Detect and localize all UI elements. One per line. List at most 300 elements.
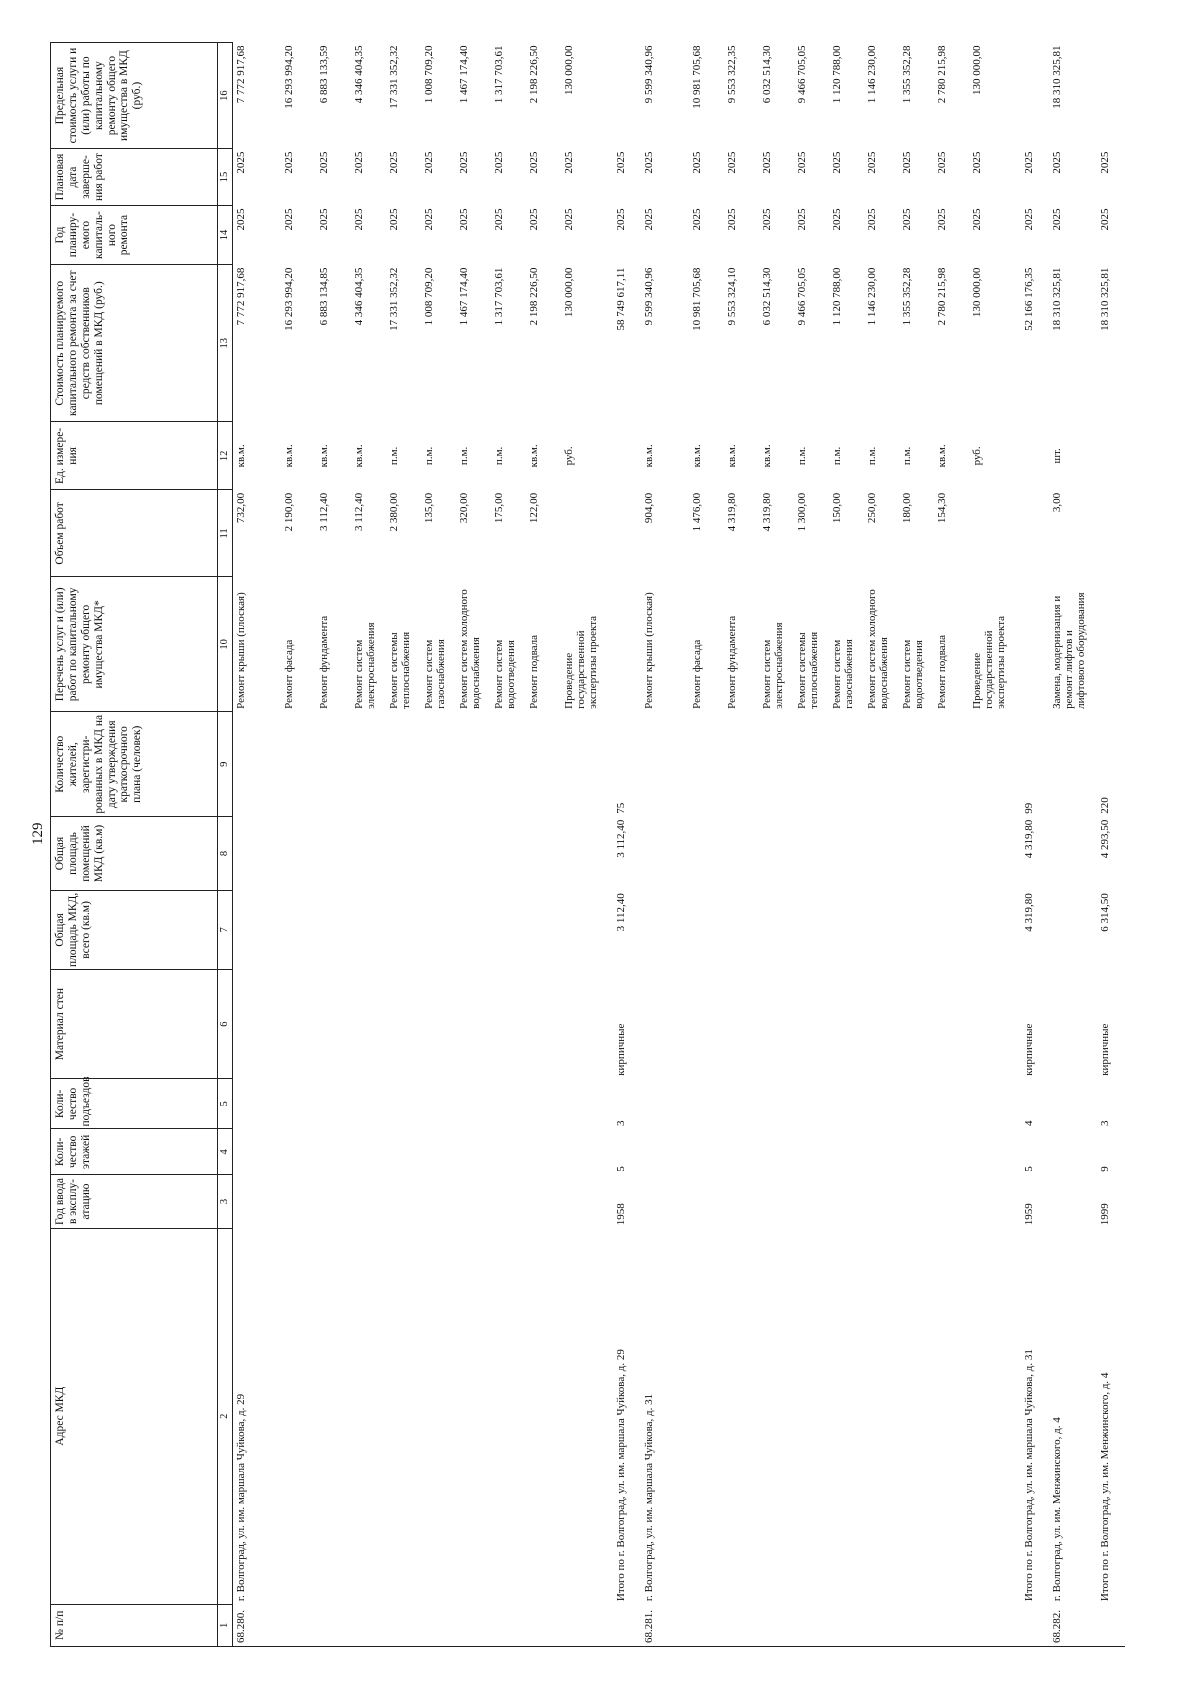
rooms-area-cell [899,817,934,891]
rooms-area-cell [641,817,689,891]
rooms-area-cell: 4 319,80 [1022,819,1035,859]
row-number [421,1604,456,1646]
work-volume-cell: 3 112,40 [352,492,365,531]
residents-cell [491,712,526,817]
repair-year-cell: 2025 [1022,208,1035,231]
entrances-cell [641,1079,689,1129]
row-number [1021,1604,1049,1646]
total-area-cell [759,890,794,969]
rooms-area-cell: 4 293,50 [1098,819,1111,859]
owner-cost-cell: 130 000,00 [970,267,983,318]
address-cell [281,1228,316,1604]
work-type-cell [1021,577,1049,712]
floors-cell [1049,1129,1097,1175]
repair-year-cell: 2025 [865,208,878,231]
address-cell: Итого по г. Волгоград, ул. им. маршала Чуйкова, д. 31 [1022,1349,1035,1602]
total-area-cell [641,890,689,969]
work-row [969,43,1021,1647]
address-cell [456,1228,491,1604]
owner-cost-cell: 18 310 325,81 [1050,267,1063,331]
work-row [281,43,316,1647]
wall-material-cell [561,969,613,1078]
unit-cell: кв.м. [725,444,738,468]
owner-cost-cell: 4 346 404,35 [352,267,365,326]
year-built-cell [724,1175,759,1229]
work-type-cell: Ремонт систем электроснабжения [760,622,786,709]
work-volume-cell: 135,00 [422,492,435,524]
work-type-cell: Ремонт систем электроснабжения [352,622,378,709]
work-row [491,43,526,1647]
owner-cost-cell: 10 981 705,68 [690,267,703,331]
end-date-cell: 2025 [527,151,540,174]
owner-cost-cell: 1 146 230,00 [865,267,878,326]
work-volume-cell [1097,490,1125,577]
rooms-area-cell [421,817,456,891]
limit-cost-cell: 1 008 709,20 [422,45,435,104]
owner-cost-cell: 17 331 352,32 [387,267,400,331]
repair-year-cell: 2025 [282,208,295,231]
unit-cell: кв.м. [642,444,655,468]
address-cell [386,1228,421,1604]
year-built-cell [969,1175,1021,1229]
unit-cell: кв.м. [282,444,295,468]
address-cell [491,1228,526,1604]
address-cell [969,1228,1021,1604]
repair-year-cell: 2025 [527,208,540,231]
limit-cost-cell: 10 981 705,68 [690,45,703,109]
end-date-cell: 2025 [352,151,365,174]
floors-cell [491,1129,526,1175]
end-date-cell: 2025 [562,151,575,174]
end-date-cell: 2025 [422,151,435,174]
unit-cell: кв.м. [690,444,703,468]
address-cell [561,1228,613,1604]
owner-cost-cell: 1 120 788,00 [830,267,843,326]
total-area-cell: 4 319,80 [1022,893,1035,932]
work-type-cell: Ремонт систем газоснабжения [422,639,448,709]
residents-cell [641,712,689,817]
work-volume-cell: 904,00 [642,492,655,524]
repair-year-cell: 2025 [317,208,330,231]
floors-cell: 5 [1022,1166,1035,1172]
owner-cost-cell: 9 599 340,96 [642,267,655,326]
limit-cost-cell: 4 346 404,35 [352,45,365,104]
wall-material-cell [724,969,759,1078]
unit-cell: кв.м. [317,444,330,468]
floors-cell [232,1129,281,1175]
column-header: Перечень услуг и (или) работ по капитальному ремонту общего имущества МКД* [51,577,218,712]
column-number: 9 [218,712,233,817]
total-area-cell [456,890,491,969]
residents-cell [829,712,864,817]
residents-cell [456,712,491,817]
column-number: 15 [218,149,233,206]
page-number: 129 [30,822,46,845]
total-area-cell [934,890,969,969]
column-number: 6 [218,969,233,1078]
owner-cost-cell: 58 749 617,11 [614,267,627,331]
column-number: 8 [218,817,233,891]
row-number [934,1604,969,1646]
year-built-cell [421,1175,456,1229]
repair-year-cell: 2025 [387,208,400,231]
row-number: 68.281. [641,1604,689,1646]
wall-material-cell [794,969,829,1078]
entrances-cell [491,1079,526,1129]
work-type-cell: Проведение государственной экспертизы проекта [970,615,1008,709]
end-date-cell: 2025 [642,151,655,174]
row-number [526,1604,561,1646]
owner-cost-cell: 2 780 215,98 [935,267,948,326]
end-date-cell: 2025 [900,151,913,174]
table-body [232,43,1125,1647]
end-date-cell: 2025 [865,151,878,174]
work-volume-cell: 2 380,00 [387,492,400,532]
total-area-cell [899,890,934,969]
year-built-cell: 1958 [614,1203,627,1226]
unit-cell: шт. [1050,448,1063,464]
year-built-cell [456,1175,491,1229]
floors-cell [969,1129,1021,1175]
wall-material-cell: кирпичные [614,1023,627,1076]
floors-cell [794,1129,829,1175]
address-cell [829,1228,864,1604]
repair-year-cell: 2025 [1098,208,1111,231]
entrances-cell [969,1079,1021,1129]
work-volume-cell [613,490,641,577]
total-area-cell [316,890,351,969]
wall-material-cell [316,969,351,1078]
entrances-cell [526,1079,561,1129]
limit-cost-cell: 1 355 352,28 [900,45,913,104]
row-number [689,1604,724,1646]
wall-material-cell [351,969,386,1078]
repair-year-cell: 2025 [457,208,470,231]
owner-cost-cell: 1 467 174,40 [457,267,470,326]
limit-cost-cell: 1 467 174,40 [457,45,470,104]
rooms-area-cell [526,817,561,891]
floors-cell [456,1129,491,1175]
wall-material-cell [934,969,969,1078]
year-built-cell [864,1175,899,1229]
row-number [759,1604,794,1646]
work-volume-cell: 180,00 [900,492,913,524]
owner-cost-cell: 1 317 703,61 [492,267,505,326]
address-cell: г. Волгоград, ул. им. маршала Чуйкова, д. 31 [642,1393,655,1602]
work-row [864,43,899,1647]
wall-material-cell [526,969,561,1078]
address-cell [526,1228,561,1604]
wall-material-cell [232,969,281,1078]
wall-material-cell [899,969,934,1078]
unit-cell [1097,422,1125,490]
address-cell: Итого по г. Волгоград, ул. им. маршала Чуйкова, д. 29 [614,1349,627,1602]
floors-cell [561,1129,613,1175]
end-date-cell: 2025 [492,151,505,174]
column-number: 12 [218,422,233,490]
end-date-cell: 2025 [760,151,773,174]
rooms-area-cell: 3 112,40 [614,819,627,858]
repair-year-cell: 2025 [352,208,365,231]
owner-cost-cell: 7 772 917,68 [234,267,247,326]
rooms-area-cell [759,817,794,891]
rooms-area-cell [351,817,386,891]
work-row [316,43,351,1647]
year-built-cell: 1959 [1022,1203,1035,1226]
work-type-cell: Ремонт крыши (плоская) [234,592,247,709]
column-header: Общая площадь помещений МКД (кв.м) [51,817,218,891]
work-type-cell: Ремонт систем холодного водоснабжения [865,589,891,709]
total-area-cell: 6 314,50 [1098,893,1111,932]
year-built-cell [641,1175,689,1229]
owner-cost-cell: 16 293 994,20 [282,267,295,331]
end-date-cell: 2025 [1098,151,1111,174]
unit-cell: руб. [562,446,575,466]
column-header: Общая площадь МКД, всего (кв.м) [51,890,218,969]
work-volume-cell: 3,00 [1050,492,1063,513]
work-volume-cell: 4 319,80 [725,492,738,532]
total-area-cell [829,890,864,969]
column-header: Год ввода в эксплу- атацию [51,1175,218,1229]
work-type-cell: Ремонт систем газоснабжения [830,639,856,709]
unit-cell [613,422,641,490]
address-cell [864,1228,899,1604]
work-volume-cell [969,490,1021,577]
floors-cell [864,1129,899,1175]
end-date-cell: 2025 [830,151,843,174]
column-number: 5 [218,1079,233,1129]
year-built-cell [232,1175,281,1229]
entrances-cell [759,1079,794,1129]
unit-cell: п.м. [492,446,505,466]
entrances-cell [829,1079,864,1129]
residents-cell [864,712,899,817]
rooms-area-cell [232,817,281,891]
total-area-cell [526,890,561,969]
owner-cost-cell: 18 310 325,81 [1098,267,1111,331]
year-built-cell [316,1175,351,1229]
column-number: 16 [218,43,233,149]
unit-cell: кв.м. [352,444,365,468]
work-volume-cell: 250,00 [865,492,878,524]
unit-cell: кв.м. [935,444,948,468]
end-date-cell: 2025 [317,151,330,174]
address-cell: г. Волгоград, ул. им. маршала Чуйкова, д. 29 [234,1393,247,1602]
end-date-cell: 2025 [795,151,808,174]
repair-year-cell: 2025 [422,208,435,231]
row-number [456,1604,491,1646]
column-header: № п/п [51,1604,218,1646]
column-number: 13 [218,265,233,422]
rooms-area-cell [491,817,526,891]
address-cell [934,1228,969,1604]
column-number: 4 [218,1129,233,1175]
end-date-cell: 2025 [935,151,948,174]
address-cell [899,1228,934,1604]
floors-cell [934,1129,969,1175]
floors-cell [316,1129,351,1175]
work-volume-cell [561,490,613,577]
year-built-cell: 1999 [1098,1203,1111,1226]
year-built-cell [1049,1175,1097,1229]
column-number: 10 [218,577,233,712]
work-type-cell: Ремонт систем водоотведения [900,639,926,709]
wall-material-cell [969,969,1021,1078]
column-header: Коли- чество этажей [51,1129,218,1175]
work-type-cell: Ремонт фундамента [317,615,330,709]
residents-cell [351,712,386,817]
entrances-cell [456,1079,491,1129]
year-built-cell [386,1175,421,1229]
work-volume-cell: 150,00 [830,492,843,524]
owner-cost-cell: 9 466 705,05 [795,267,808,326]
rooms-area-cell [724,817,759,891]
residents-cell [232,712,281,817]
entrances-cell [899,1079,934,1129]
address-cell: г. Волгоград, ул. им. Менжинского, д. 4 [1050,1417,1063,1602]
work-type-cell: Ремонт системы теплоснабжения [795,631,821,709]
column-header: Ед. измере- ния [51,422,218,490]
entrances-cell [561,1079,613,1129]
total-area-cell [386,890,421,969]
wall-material-cell [759,969,794,1078]
wall-material-cell [281,969,316,1078]
total-area-cell [281,890,316,969]
total-area-cell [491,890,526,969]
unit-cell: п.м. [457,446,470,466]
row-number [561,1604,613,1646]
address-cell [759,1228,794,1604]
limit-cost-cell: 6 883 133,59 [317,45,330,104]
end-date-cell: 2025 [1022,151,1035,174]
entrances-cell [794,1079,829,1129]
address-cell [724,1228,759,1604]
repair-year-cell: 2025 [690,208,703,231]
unit-cell: руб. [970,446,983,466]
unit-cell [1021,422,1049,490]
repair-year-cell: 2025 [760,208,773,231]
address-cell [316,1228,351,1604]
work-row [526,43,561,1647]
unit-cell: п.м. [865,446,878,466]
rooms-area-cell [829,817,864,891]
residents-cell [689,712,724,817]
end-date-cell: 2025 [282,151,295,174]
floors-cell: 9 [1098,1166,1111,1172]
entrances-cell [281,1079,316,1129]
rooms-area-cell [316,817,351,891]
work-type-cell: Ремонт фундамента [725,615,738,709]
work-volume-cell: 4 319,80 [760,492,773,532]
repair-year-cell: 2025 [970,208,983,231]
row-number: 68.280. [232,1604,281,1646]
wall-material-cell [1049,969,1097,1078]
year-built-cell [351,1175,386,1229]
row-number [829,1604,864,1646]
row-number [316,1604,351,1646]
repair-year-cell: 2025 [935,208,948,231]
total-area-cell [421,890,456,969]
work-type-cell: Ремонт систем водоотведения [492,639,518,709]
header-row [51,43,218,1647]
total-area-cell [724,890,759,969]
year-built-cell [491,1175,526,1229]
total-area-cell [1049,890,1097,969]
entrances-cell: 4 [1022,1120,1035,1126]
rooms-area-cell [456,817,491,891]
row-number [281,1604,316,1646]
column-number: 2 [218,1228,233,1604]
entrances-cell [386,1079,421,1129]
wall-material-cell [641,969,689,1078]
limit-cost-cell: 17 331 352,32 [387,45,400,109]
column-header: Год планиру- емого капиталь- ного ремонта [51,205,218,264]
end-date-cell: 2025 [725,151,738,174]
repair-year-cell: 2025 [830,208,843,231]
wall-material-cell [456,969,491,1078]
limit-cost-cell: 6 032 514,30 [760,45,773,104]
column-header: Количество жителей, зарегистри- рованных в МКД на дату утверждения краткосрочного плана (человек) [51,712,218,817]
work-row [561,43,613,1647]
owner-cost-cell: 6 032 514,30 [760,267,773,326]
work-row [689,43,724,1647]
column-header: Стоимость планируемого капитального ремонта за счет средств собственников помещений в МКД (руб.) [51,265,218,422]
work-type-cell: Ремонт подвала [527,635,540,709]
year-built-cell [899,1175,934,1229]
work-row [829,43,864,1647]
entrances-cell: 3 [614,1120,627,1126]
column-header: Коли- чество подъездов [51,1079,218,1129]
rooms-area-cell [969,817,1021,891]
rooms-area-cell [689,817,724,891]
residents-cell [934,712,969,817]
repair-year-cell: 2025 [900,208,913,231]
limit-cost-cell: 1 317 703,61 [492,45,505,104]
wall-material-cell [829,969,864,1078]
floors-cell [386,1129,421,1175]
total-area-cell [351,890,386,969]
total-area-cell [794,890,829,969]
floors-cell [759,1129,794,1175]
work-volume-cell: 175,00 [492,492,505,524]
end-date-cell: 2025 [457,151,470,174]
end-date-cell: 2025 [614,151,627,174]
wall-material-cell [421,969,456,1078]
repair-year-cell: 2025 [492,208,505,231]
work-volume-cell: 122,00 [527,492,540,524]
column-number: 1 [218,1604,233,1646]
column-header: Плановая дата заверше- ния работ [51,149,218,206]
limit-cost-cell: 7 772 917,68 [234,45,247,104]
address-cell [421,1228,456,1604]
year-built-cell [829,1175,864,1229]
work-type-cell: Ремонт крыши (плоская) [642,592,655,709]
total-row [1097,43,1125,1647]
entrances-cell: 3 [1098,1120,1111,1126]
limit-cost-cell: 130 000,00 [562,45,575,95]
residents-cell: 220 [1098,797,1111,814]
unit-cell: кв.м. [234,444,247,468]
work-type-cell: Ремонт фасада [690,639,703,709]
end-date-cell: 2025 [387,151,400,174]
work-volume-cell: 2 190,00 [282,492,295,532]
end-date-cell: 2025 [690,151,703,174]
owner-cost-cell: 9 553 324,10 [725,267,738,326]
work-type-cell: Ремонт фасада [282,639,295,709]
residents-cell [421,712,456,817]
owner-cost-cell: 1 355 352,28 [900,267,913,326]
end-date-cell: 2025 [1050,151,1063,174]
